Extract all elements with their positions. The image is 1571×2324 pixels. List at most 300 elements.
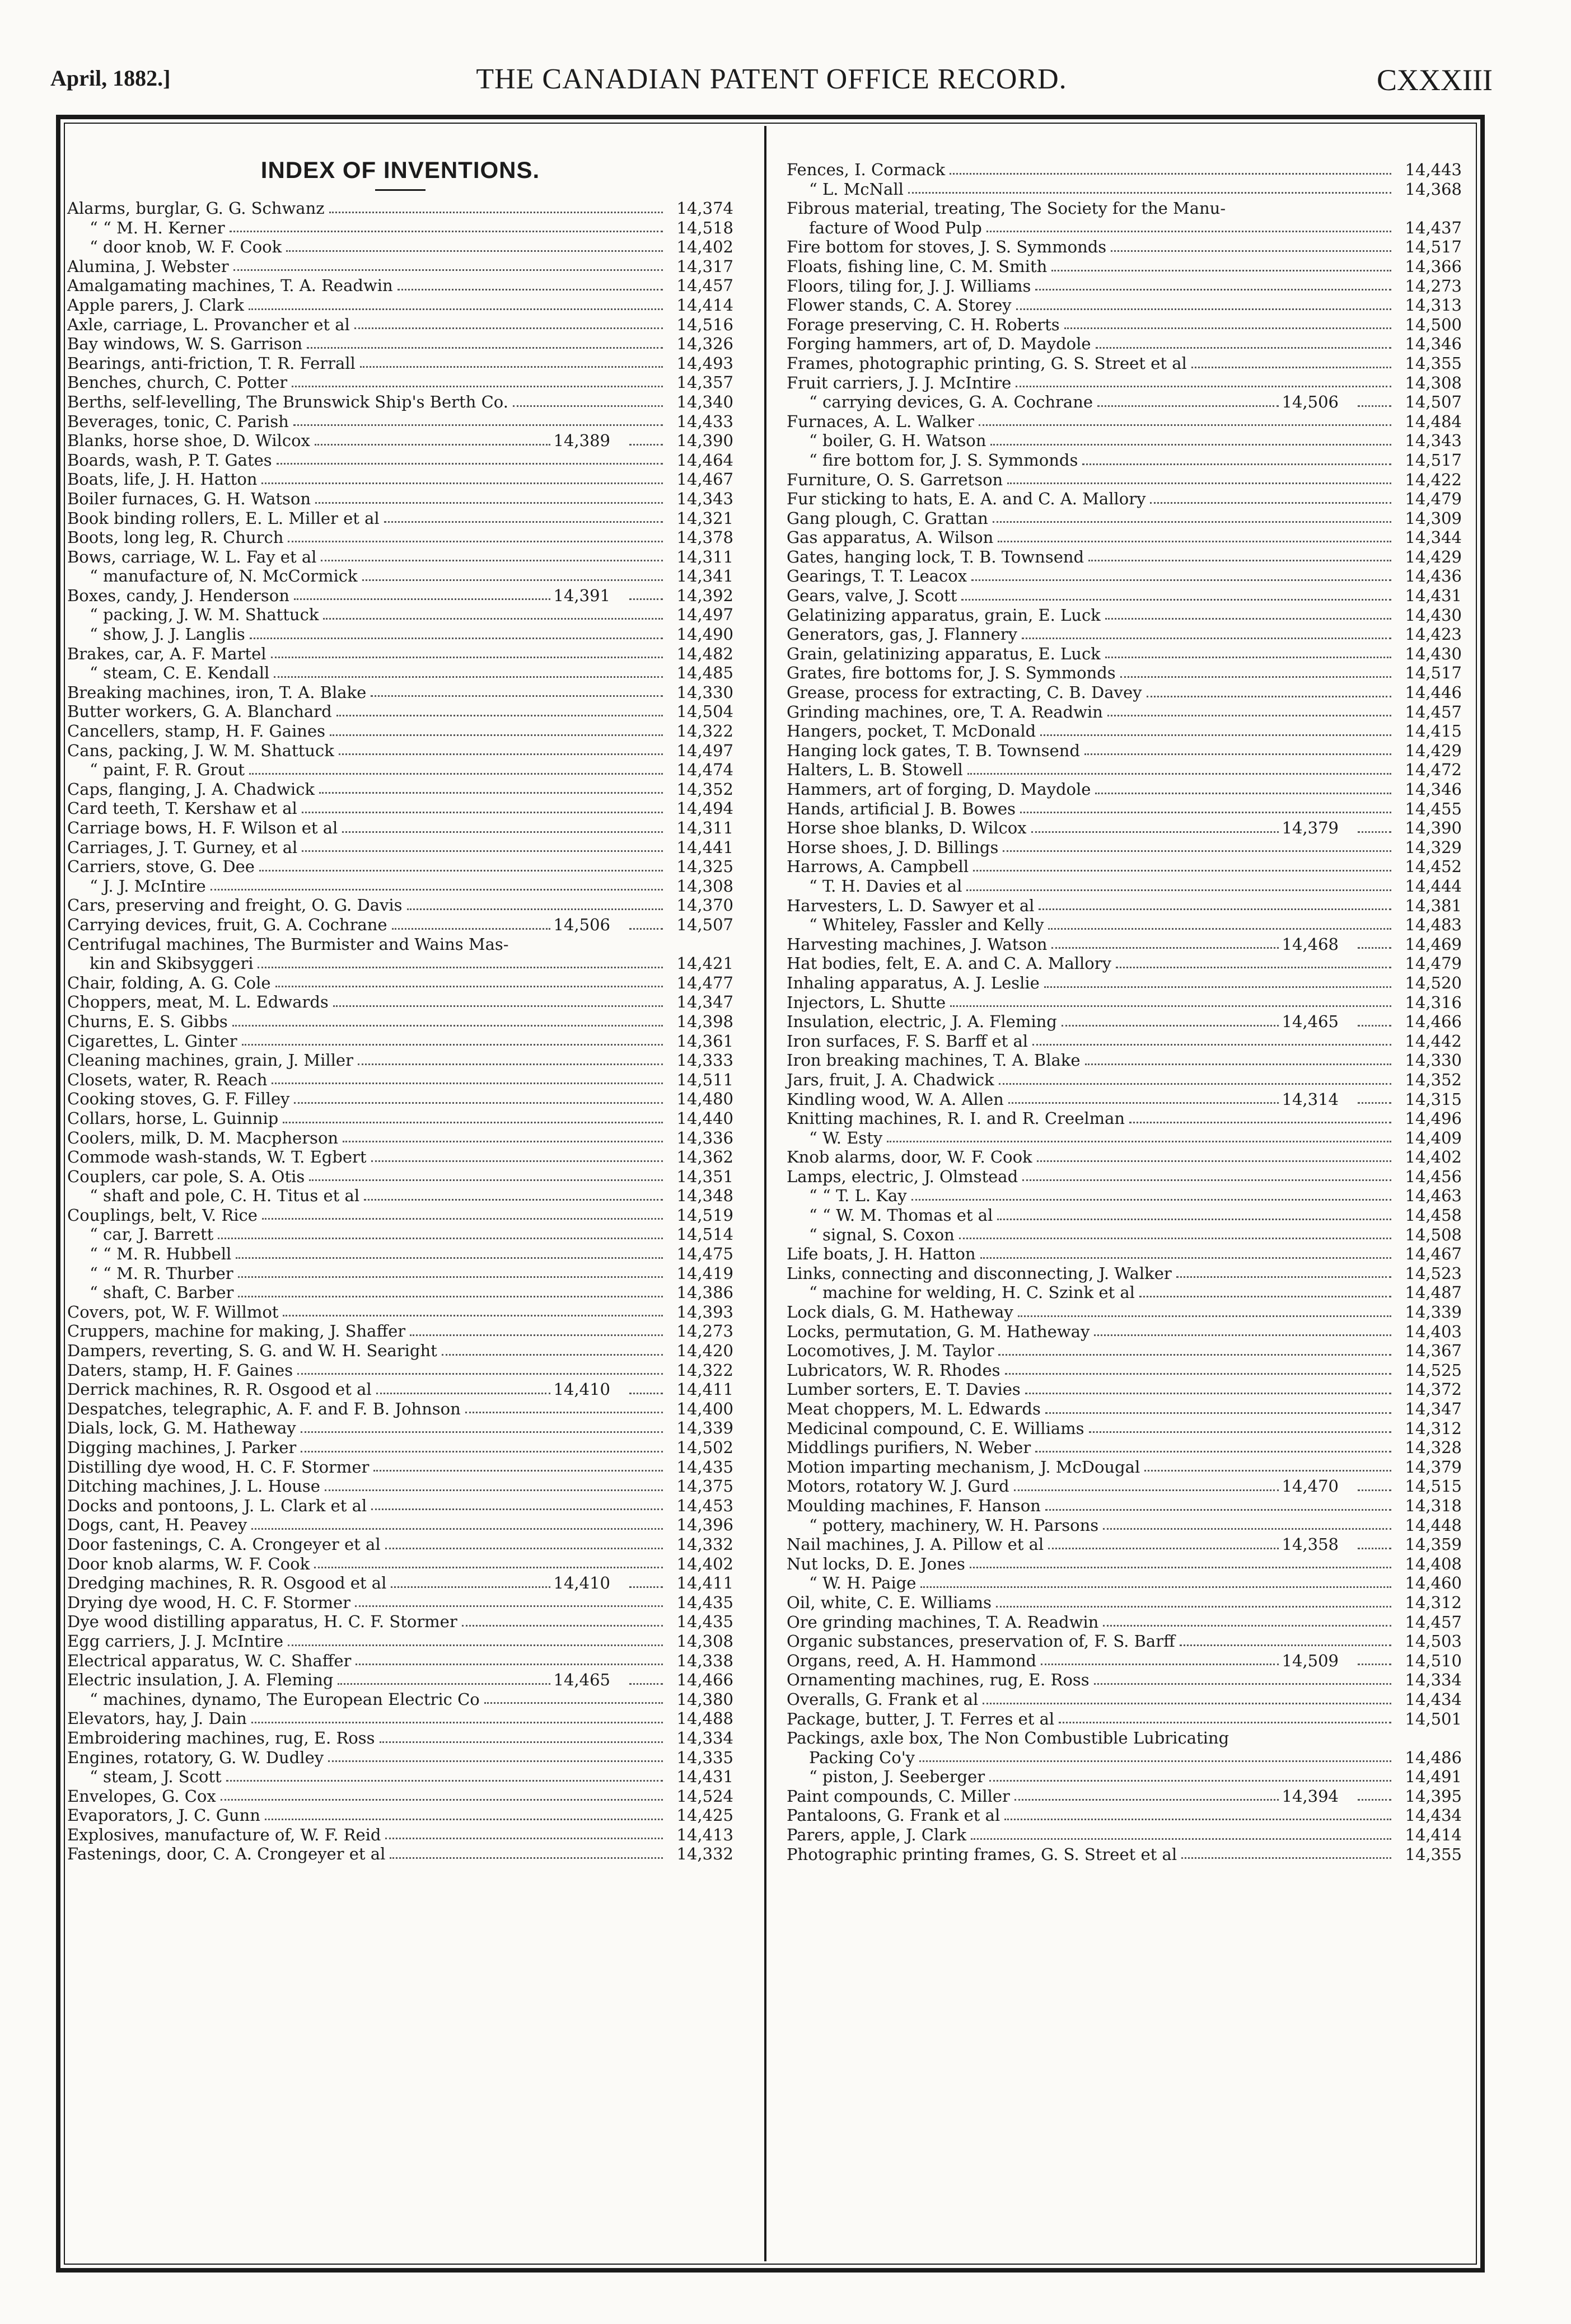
entry-text: Meat choppers, M. L. Edwards — [787, 1399, 1041, 1418]
leader-dots — [1358, 405, 1391, 407]
related-patent-number: 14,379 — [1282, 818, 1339, 838]
leader-dots — [1181, 1857, 1391, 1859]
entry-text: Chair, folding, A. G. Cole — [67, 973, 271, 992]
patent-number: 14,402 — [676, 237, 733, 257]
index-entry — [67, 528, 733, 547]
leader-dots — [360, 366, 663, 368]
leader-dots — [1007, 482, 1391, 484]
entry-text: Horse shoes, J. D. Billings — [787, 837, 999, 857]
entry-text: Distilling dye wood, H. C. F. Stormer — [67, 1457, 370, 1477]
entry-text: Alumina, J. Webster — [67, 256, 229, 276]
leader-dots — [998, 541, 1391, 542]
leader-dots — [238, 1296, 663, 1297]
patent-number: 14,355 — [1405, 1844, 1462, 1864]
patent-number: 14,452 — [1405, 857, 1462, 877]
patent-number: 14,334 — [676, 1728, 733, 1747]
entry-text: Engines, rotatory, G. W. Dudley — [67, 1747, 324, 1767]
entry-text: Boiler furnaces, G. H. Watson — [67, 489, 311, 508]
index-entry — [787, 993, 1462, 1013]
index-entry — [787, 451, 1462, 470]
patent-number: 14,457 — [1405, 702, 1462, 721]
leader-dots — [277, 463, 663, 465]
index-entry — [67, 1690, 733, 1709]
index-entry — [787, 586, 1462, 606]
leader-dots — [1035, 1451, 1391, 1452]
patent-number: 14,482 — [676, 644, 733, 663]
leader-dots — [1094, 1334, 1391, 1336]
entry-text: Drying dye wood, H. C. F. Stormer — [67, 1592, 351, 1612]
index-entry — [787, 180, 1462, 199]
leader-dots — [1014, 1489, 1279, 1491]
index-entry — [67, 1361, 733, 1380]
leader-dots — [999, 1083, 1391, 1085]
entry-text: “ boiler, G. H. Watson — [809, 431, 986, 451]
entry-text: Bearings, anti-friction, T. R. Ferrall — [67, 353, 356, 373]
index-entry — [787, 721, 1462, 741]
index-entry — [67, 1128, 733, 1148]
leader-dots — [1111, 250, 1391, 252]
index-entry — [787, 780, 1462, 799]
patent-number: 14,480 — [676, 1089, 733, 1109]
patent-number: 14,329 — [1405, 837, 1462, 857]
related-patent-number: 14,389 — [553, 431, 610, 451]
patent-number: 14,352 — [1405, 1070, 1462, 1089]
index-entry — [67, 663, 733, 683]
patent-number: 14,321 — [676, 508, 733, 528]
leader-dots — [323, 618, 663, 620]
entry-text: Fur sticking to hats, E. A. and C. A. Mallory — [787, 489, 1146, 509]
entry-text: Pantaloons, G. Frank et al — [787, 1806, 1000, 1825]
leader-dots — [251, 1528, 663, 1530]
leader-dots — [1041, 1664, 1278, 1665]
leader-dots — [1358, 1548, 1391, 1549]
entry-text: Explosives, manufacture of, W. F. Reid — [67, 1825, 381, 1844]
leader-dots — [338, 1683, 550, 1685]
related-patent-number: 14,506 — [553, 915, 610, 934]
entry-text: Gang plough, C. Grattan — [787, 508, 988, 528]
index-entry — [67, 1728, 733, 1748]
entry-text: Despatches, telegraphic, A. F. and F. B. Johnson — [67, 1399, 461, 1418]
leader-dots — [258, 967, 663, 968]
index-entry — [67, 1632, 733, 1651]
index-entry — [787, 218, 1462, 238]
entry-text: Dye wood distilling apparatus, H. C. F. Stormer — [67, 1612, 457, 1632]
patent-number: 14,466 — [676, 1670, 733, 1690]
index-entry — [67, 1302, 733, 1322]
leader-dots — [249, 308, 663, 310]
leader-dots — [315, 502, 663, 504]
entry-text: Organs, reed, A. H. Hammond — [787, 1651, 1037, 1670]
patent-number: 14,448 — [1405, 1515, 1462, 1535]
index-entry — [787, 625, 1462, 644]
leader-dots — [950, 1005, 1391, 1007]
leader-dots — [629, 1683, 663, 1685]
leader-dots — [1094, 1683, 1391, 1685]
index-entry — [67, 1186, 733, 1206]
leader-dots — [321, 560, 663, 561]
entry-text: Boards, wash, P. T. Gates — [67, 450, 272, 470]
patent-number: 14,343 — [676, 489, 733, 508]
index-entry — [787, 857, 1462, 877]
leader-dots — [265, 1819, 663, 1820]
leader-dots — [211, 889, 663, 891]
leader-dots — [274, 676, 663, 678]
entry-text: “ carrying devices, G. A. Cochrane — [809, 392, 1093, 412]
index-entry — [67, 741, 733, 761]
leader-dots — [286, 250, 663, 252]
index-entry — [67, 509, 733, 528]
index-entry — [787, 1767, 1462, 1787]
patent-number: 14,344 — [1405, 528, 1462, 547]
index-entry — [787, 1012, 1462, 1032]
index-entry — [787, 973, 1462, 993]
patent-number: 14,440 — [676, 1108, 733, 1128]
entry-text: Carriages, J. T. Gurney, et al — [67, 837, 298, 857]
leader-dots — [1037, 1160, 1391, 1162]
index-entry — [67, 451, 733, 470]
index-entry — [67, 315, 733, 335]
entry-text: Furnaces, A. L. Walker — [787, 411, 974, 431]
patent-number: 14,516 — [676, 315, 733, 334]
entry-text: “ piston, J. Seeberger — [809, 1767, 985, 1787]
patent-number: 14,477 — [676, 973, 733, 992]
entry-text: Cigarettes, L. Ginter — [67, 1031, 237, 1051]
leader-dots — [1025, 1393, 1391, 1394]
index-entry — [67, 1322, 733, 1341]
entry-text: “ fire bottom for, J. S. Symmonds — [809, 450, 1078, 470]
entry-text: Fruit carriers, J. J. McIntire — [787, 373, 1012, 392]
patent-number: 14,430 — [1405, 644, 1462, 663]
patent-number: 14,414 — [1405, 1825, 1462, 1845]
leader-dots — [1064, 327, 1391, 329]
patent-number: 14,347 — [1405, 1399, 1462, 1418]
leader-dots — [319, 792, 663, 794]
patent-number: 14,362 — [676, 1147, 733, 1167]
index-entry — [787, 1302, 1462, 1322]
leader-dots — [998, 1354, 1391, 1356]
patent-number: 14,311 — [676, 818, 733, 837]
patent-number: 14,419 — [676, 1263, 733, 1283]
index-entry — [67, 605, 733, 625]
leader-dots — [1045, 1509, 1391, 1511]
leader-dots — [1103, 1528, 1391, 1530]
index-entry — [787, 1709, 1462, 1729]
leader-dots — [1082, 463, 1391, 465]
leader-dots — [329, 212, 663, 213]
leader-dots — [236, 1257, 663, 1259]
index-entry — [67, 644, 733, 664]
entry-text: Churns, E. S. Gibbs — [67, 1011, 228, 1031]
leader-dots — [1044, 986, 1391, 988]
index-entry — [67, 1825, 733, 1845]
patent-number: 14,273 — [1405, 276, 1462, 296]
patent-number: 14,370 — [676, 896, 733, 915]
patent-number: 14,339 — [1405, 1302, 1462, 1322]
title-rule — [375, 189, 426, 191]
index-entry — [787, 1632, 1462, 1651]
entry-text: Lock dials, G. M. Hatheway — [787, 1302, 1013, 1322]
index-entry — [787, 1206, 1462, 1225]
leader-dots — [1014, 1799, 1279, 1801]
leader-dots — [1191, 367, 1391, 368]
index-entry — [67, 818, 733, 838]
index-entry — [787, 373, 1462, 393]
entry-text: “ L. McNall — [809, 179, 904, 199]
entry-text: Boots, long leg, R. Church — [67, 528, 284, 547]
patent-number: 14,437 — [1405, 218, 1462, 237]
index-entry — [787, 1283, 1462, 1302]
entry-text: Grease, process for extracting, C. B. Davey — [787, 683, 1142, 702]
leader-dots — [1004, 1819, 1391, 1820]
index-entry — [67, 1767, 733, 1787]
patent-number: 14,524 — [676, 1786, 733, 1806]
leader-dots — [218, 1238, 663, 1239]
patent-number: 14,488 — [676, 1709, 733, 1728]
entry-text: Motion imparting mechanism, J. McDougal — [787, 1457, 1140, 1477]
patent-number: 14,457 — [676, 276, 733, 296]
index-entry — [787, 277, 1462, 296]
entry-text: Card teeth, T. Kershaw et al — [67, 799, 297, 818]
patent-number: 14,523 — [1405, 1263, 1462, 1283]
entry-text: Overalls, G. Frank et al — [787, 1689, 979, 1709]
entry-text: facture of Wood Pulp — [809, 218, 982, 237]
patent-number: 14,479 — [1405, 489, 1462, 509]
patent-number: 14,517 — [1405, 663, 1462, 683]
patent-number: 14,484 — [1405, 411, 1462, 431]
patent-number: 14,348 — [676, 1186, 733, 1206]
leader-dots — [1048, 928, 1391, 930]
patent-number: 14,402 — [676, 1554, 733, 1573]
entry-text: Harvesters, L. D. Sawyer et al — [787, 896, 1035, 915]
entry-text: Locks, permutation, G. M. Hatheway — [787, 1322, 1090, 1341]
leader-dots — [1147, 696, 1392, 697]
entry-text: “ machine for welding, H. C. Szink et al — [809, 1283, 1135, 1302]
leader-dots — [385, 1548, 663, 1549]
leader-dots — [1062, 1025, 1279, 1027]
patent-number: 14,421 — [676, 954, 733, 973]
index-entry — [67, 954, 733, 973]
index-entry — [67, 1806, 733, 1825]
patent-number: 14,308 — [676, 876, 733, 896]
entry-text: Knitting machines, R. I. and R. Creelman — [787, 1109, 1125, 1128]
entry-text: Moulding machines, F. Hanson — [787, 1496, 1041, 1515]
entry-text: Electric insulation, J. A. Fleming — [67, 1670, 334, 1690]
entry-text: Ditching machines, J. L. House — [67, 1477, 320, 1496]
entry-text: Paint compounds, C. Miller — [787, 1786, 1010, 1806]
index-entry — [67, 218, 733, 238]
patent-number: 14,367 — [1405, 1341, 1462, 1361]
entry-text: Butter workers, G. A. Blanchard — [67, 702, 332, 721]
entry-text: Fastenings, door, C. A. Crongeyer et al — [67, 1844, 386, 1864]
entry-text: “ T. H. Davies et al — [809, 876, 962, 896]
patent-number: 14,368 — [1405, 179, 1462, 199]
leader-dots — [967, 773, 1391, 775]
leader-dots — [371, 1160, 663, 1162]
leader-dots — [961, 599, 1391, 601]
index-entry — [787, 915, 1462, 935]
index-entry — [787, 160, 1462, 180]
patent-number: 14,341 — [676, 566, 733, 586]
leader-dots — [358, 1063, 663, 1065]
related-patent-number: 14,506 — [1282, 392, 1339, 412]
patent-number: 14,466 — [1405, 1012, 1462, 1032]
index-entry — [67, 1399, 733, 1419]
entry-text: Insulation, electric, J. A. Fleming — [787, 1012, 1057, 1032]
leader-dots — [1358, 1799, 1391, 1801]
leader-dots — [1358, 1664, 1391, 1665]
index-entry — [787, 1554, 1462, 1574]
index-entry — [787, 954, 1462, 973]
patent-number: 14,413 — [676, 1825, 733, 1844]
index-entry — [67, 1225, 733, 1244]
entry-text: Organic substances, preservation of, F. S. Barff — [787, 1632, 1175, 1651]
index-entry — [67, 566, 733, 586]
index-entry — [67, 431, 733, 451]
leader-dots — [292, 386, 663, 387]
leader-dots — [1180, 1644, 1391, 1646]
entry-text: Derrick machines, R. R. Osgood et al — [67, 1380, 372, 1399]
patent-number: 14,336 — [676, 1128, 733, 1147]
leader-dots — [294, 1102, 663, 1104]
leader-dots — [1005, 1373, 1392, 1375]
leader-dots — [989, 1780, 1391, 1782]
leader-dots — [1059, 1722, 1391, 1723]
leader-dots — [261, 482, 663, 484]
patent-number: 14,332 — [676, 1534, 733, 1554]
leader-dots — [230, 231, 663, 232]
index-entry — [787, 1573, 1462, 1593]
entry-text: Choppers, meat, M. L. Edwards — [67, 992, 329, 1012]
patent-number: 14,508 — [1405, 1225, 1462, 1244]
leader-dots — [1107, 715, 1391, 716]
leader-dots — [919, 1760, 1391, 1762]
patent-number: 14,338 — [676, 1651, 733, 1670]
leader-dots — [1018, 1315, 1391, 1317]
leader-dots — [392, 928, 550, 930]
index-entry — [67, 373, 733, 392]
leader-dots — [1039, 908, 1391, 910]
patent-number: 14,392 — [676, 585, 733, 605]
index-entry — [787, 315, 1462, 335]
entry-text: Floors, tiling for, J. J. Williams — [787, 276, 1031, 296]
leader-dots — [1040, 734, 1391, 736]
entry-text: Coolers, milk, D. M. Macpherson — [67, 1128, 339, 1147]
index-entry — [67, 1167, 733, 1187]
entry-text: Egg carriers, J. J. McIntire — [67, 1631, 284, 1651]
patent-number: 14,330 — [1405, 1051, 1462, 1070]
patent-number: 14,390 — [1405, 818, 1462, 838]
leader-dots — [973, 870, 1391, 872]
entry-text: Hanging lock gates, T. B. Townsend — [787, 741, 1080, 760]
leader-dots — [330, 734, 663, 736]
leader-dots — [1084, 753, 1391, 755]
patent-number: 14,463 — [1405, 1186, 1462, 1206]
patent-number: 14,431 — [676, 1767, 733, 1787]
entry-text: kin and Skibsyggeri — [90, 954, 254, 973]
entry-text: Halters, L. B. Stowell — [787, 760, 963, 780]
entry-text: Grinding machines, ore, T. A. Readwin — [787, 702, 1103, 721]
leader-dots — [971, 579, 1391, 581]
entry-text: Breaking machines, iron, T. A. Blake — [67, 682, 367, 702]
index-entry — [67, 935, 733, 954]
patent-number: 14,444 — [1405, 876, 1462, 896]
index-entry — [67, 1535, 733, 1554]
patent-number: 14,475 — [676, 1244, 733, 1264]
index-entry — [67, 1651, 733, 1671]
index-entry — [787, 257, 1462, 277]
leader-dots — [1116, 967, 1391, 968]
index-entry — [787, 528, 1462, 547]
entry-text: “ “ M. R. Hubbell — [90, 1244, 232, 1264]
leader-dots — [1048, 1548, 1278, 1549]
leader-dots — [288, 1644, 663, 1646]
entry-text: Carriage bows, H. F. Wilson et al — [67, 818, 338, 837]
leader-dots — [283, 1315, 663, 1316]
leader-dots — [1022, 638, 1391, 639]
patent-number: 14,435 — [676, 1612, 733, 1632]
patent-number: 14,322 — [676, 1360, 733, 1380]
patent-number: 14,393 — [676, 1302, 733, 1322]
entry-text: Dials, lock, G. M. Hatheway — [67, 1418, 296, 1438]
leader-dots — [275, 986, 663, 987]
entry-text: Commode wash-stands, W. T. Egbert — [67, 1147, 367, 1167]
patent-number: 14,519 — [676, 1205, 733, 1225]
leader-dots — [908, 192, 1391, 194]
entry-text: “ car, J. Barrett — [90, 1225, 214, 1244]
index-entry — [67, 992, 733, 1012]
patent-number: 14,486 — [1405, 1747, 1462, 1767]
patent-number: 14,312 — [1405, 1418, 1462, 1438]
index-entry — [67, 1109, 733, 1128]
patent-number: 14,517 — [1405, 450, 1462, 470]
index-entry — [67, 760, 733, 780]
entry-text: Centrifugal machines, The Burmister and Wains Mas- — [67, 934, 509, 954]
patent-number: 14,441 — [676, 837, 733, 857]
patent-number: 14,435 — [676, 1592, 733, 1612]
entry-text: Oil, white, C. E. Williams — [787, 1592, 992, 1612]
index-entry — [67, 199, 733, 218]
patent-number: 14,474 — [676, 760, 733, 780]
related-patent-number: 14,465 — [553, 1670, 610, 1690]
entry-text: “ shaft and pole, C. H. Titus et al — [90, 1186, 360, 1206]
leader-dots — [376, 1393, 550, 1394]
leader-dots — [262, 1218, 663, 1220]
patent-number: 14,510 — [1405, 1651, 1462, 1670]
patent-number: 14,490 — [676, 625, 733, 644]
index-entry — [67, 412, 733, 432]
patent-number: 14,435 — [676, 1457, 733, 1477]
index-entry — [67, 1573, 733, 1593]
patent-number: 14,347 — [676, 992, 733, 1012]
patent-number: 14,515 — [1405, 1477, 1462, 1496]
index-entry — [67, 257, 733, 277]
entry-text: Fences, I. Cormack — [787, 160, 946, 179]
entry-text: Forage preserving, C. H. Roberts — [787, 315, 1060, 334]
index-entry — [67, 1593, 733, 1613]
patent-number: 14,343 — [1405, 431, 1462, 451]
index-entry — [787, 1670, 1462, 1690]
patent-number: 14,422 — [1405, 470, 1462, 489]
entry-text: Envelopes, G. Cox — [67, 1786, 216, 1806]
entry-text: Caps, flanging, J. A. Chadwick — [67, 779, 315, 799]
patent-number: 14,467 — [676, 470, 733, 489]
leader-dots — [342, 831, 663, 833]
index-entry — [67, 702, 733, 721]
leader-dots — [242, 1044, 663, 1046]
index-entry — [787, 1399, 1462, 1419]
related-patent-number: 14,410 — [553, 1573, 610, 1593]
patent-number: 14,395 — [1405, 1786, 1462, 1806]
